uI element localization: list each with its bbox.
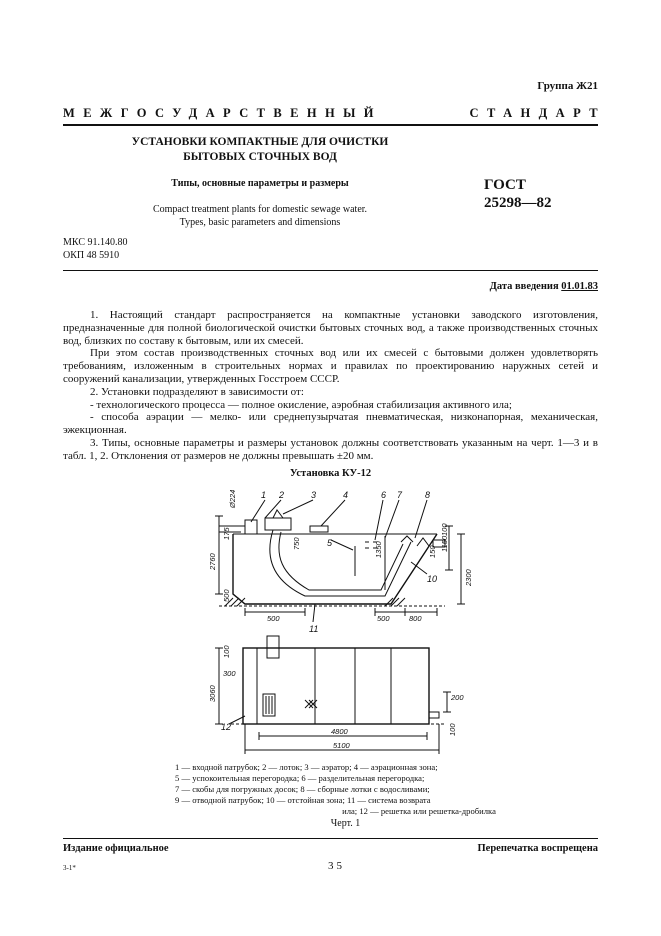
gost-number: 25298—82 xyxy=(484,195,552,211)
tank-section-outline xyxy=(233,534,437,604)
plan-outline xyxy=(243,648,429,724)
callout-8: 8 xyxy=(425,490,431,500)
dim-300: 300 xyxy=(223,669,236,678)
dim-2760: 2760 xyxy=(208,553,217,570)
dim-3060: 3060 xyxy=(208,685,217,702)
mks-code: МКС 91.140.80 xyxy=(63,237,128,248)
dim-500-bottom-left: 500 xyxy=(267,614,280,623)
technical-drawing xyxy=(205,486,495,758)
legend-line-4: 9 — отводной патрубок; 10 — отстойная зона; 11 — система возврата xyxy=(175,795,431,805)
document-title xyxy=(100,135,420,165)
tray xyxy=(245,520,257,534)
paragraph-2: При этом состав производственных сточных вод или их смесей с бытовыми должен удовлетворять требованиям, изложенным в строительных нормах и правилах по проектированию наружных сетей и сооружений канализации, утвержденных Госстроем СССР. xyxy=(63,347,598,385)
callout-7: 7 xyxy=(397,490,403,500)
dim-200: 200 xyxy=(451,693,464,702)
callout-10: 10 xyxy=(427,574,438,584)
dim-500-left: 500 xyxy=(222,589,231,602)
legend-line-3: 7 — скобы для погружных досок; 8 — сборные лотки с водосливами; xyxy=(175,784,430,794)
callout-6: 6 xyxy=(381,490,387,500)
dim-100-top-right: 100 xyxy=(440,523,449,536)
dim-5100: 5100 xyxy=(333,741,350,750)
introduction-date-value: 01.01.83 xyxy=(561,281,598,292)
dim-150: 150 xyxy=(428,545,437,558)
header-rule xyxy=(63,124,598,126)
plan-dims xyxy=(215,648,451,754)
interstate-label: МЕЖГОСУДАРСТВЕННЫЙ xyxy=(63,106,382,120)
aerator-box xyxy=(265,518,291,530)
reprint-prohibited-label: Перепечатка воспрещена xyxy=(477,843,598,854)
introduction-date-label: Дата введения xyxy=(489,281,559,292)
dim-1350: 1350 xyxy=(374,541,383,558)
paragraph-3: 2. Установки подразделяют в зависимости от: xyxy=(90,385,304,398)
plan-aerator-motor xyxy=(267,636,279,658)
classification-codes xyxy=(63,236,127,262)
dim-depth-right xyxy=(457,534,465,604)
plan-outlet xyxy=(429,712,439,718)
callout-1: 1 xyxy=(261,490,267,500)
dim-175: 175 xyxy=(222,527,231,540)
footer-rule xyxy=(63,838,598,839)
print-code: 3-1* xyxy=(63,864,76,872)
codes-rule xyxy=(63,270,598,271)
aerator-hub xyxy=(273,510,283,518)
gost-number-block xyxy=(484,176,552,212)
paragraph-6: 3. Типы, основные параметры и размеры установок должны соответствовать указанным на черт. 1—3 и в табл. 1, 2. Отклонения от размеров не должны превышать ±20 мм. xyxy=(63,436,598,462)
dim-4800: 4800 xyxy=(331,727,348,736)
english-title xyxy=(100,203,420,229)
callout-12: 12 xyxy=(221,722,232,732)
dim-100-plan: 100 xyxy=(222,645,231,658)
group-code: Группа Ж21 xyxy=(537,80,598,92)
dim-2300: 2300 xyxy=(464,569,473,586)
interstate-standard-heading xyxy=(63,106,606,121)
legend-line-1: 1 — входной патрубок; 2 — лоток; 3 — аэратор; 4 — аэрационная зона; xyxy=(175,762,438,772)
callout-2: 2 xyxy=(279,490,285,500)
legend-line-5: ила; 12 — решетка или решетка-дробилка xyxy=(342,806,496,816)
dim-500-bottom-right: 500 xyxy=(377,614,390,623)
gost-label: ГОСТ xyxy=(484,177,526,193)
paragraph-4: - технологического процесса — полное окисление, аэробная стабилизация активного ила; xyxy=(90,398,512,411)
page-number: 35 xyxy=(328,860,345,872)
standard-label: СТАНДАРТ xyxy=(469,106,606,120)
callout-3: 3 xyxy=(311,490,317,500)
plan-screen-bars xyxy=(266,696,272,714)
top-plate xyxy=(310,526,328,532)
figure-legend xyxy=(175,762,603,817)
legend-line-2: 5 — успокоительная перегородка; 6 — разделительная перегородка; xyxy=(175,773,425,783)
dim-1150: 1150 xyxy=(440,535,449,552)
paragraph-1: 1. Настоящий стандарт распространяется на компактные установки заводского изготовления, предназначенные для полной биологической очистки бытовых сточных вод, а также производственных сточных вод, близких по составу к бытовым, или их смесей. xyxy=(63,309,598,347)
figure-title: Установка КУ-12 xyxy=(289,468,372,479)
introduction-date xyxy=(490,281,598,292)
dim-100-plan-right: 100 xyxy=(448,723,457,736)
dim-750: 750 xyxy=(292,537,301,550)
title-line-2: БЫТОВЫХ СТОЧНЫХ ВОД xyxy=(183,151,337,163)
body-text xyxy=(63,309,598,463)
document-subtitle: Типы, основные параметры и размеры xyxy=(171,178,349,189)
english-title-line-1: Compact treatment plants for domestic sewage water. xyxy=(152,204,368,215)
callout-5: 5 xyxy=(327,538,333,548)
official-edition-label: Издание официальное xyxy=(63,843,169,854)
callout-4: 4 xyxy=(343,490,349,500)
english-title-line-2: Types, basic parameters and dimensions xyxy=(179,217,341,228)
callout-11: 11 xyxy=(309,624,319,634)
okp-code: ОКП 48 5910 xyxy=(63,250,120,261)
dim-diameter: Ø224 xyxy=(228,489,237,508)
title-line-1: УСТАНОВКИ КОМПАКТНЫЕ ДЛЯ ОЧИСТКИ xyxy=(131,136,389,148)
figure-caption: Черт. 1 xyxy=(330,818,361,829)
dim-800: 800 xyxy=(409,614,422,623)
paragraph-5: - способа аэрации — мелко- или среднепузырчатая пневматическая, низконапорная, механическая, эжекционная. xyxy=(63,411,598,437)
